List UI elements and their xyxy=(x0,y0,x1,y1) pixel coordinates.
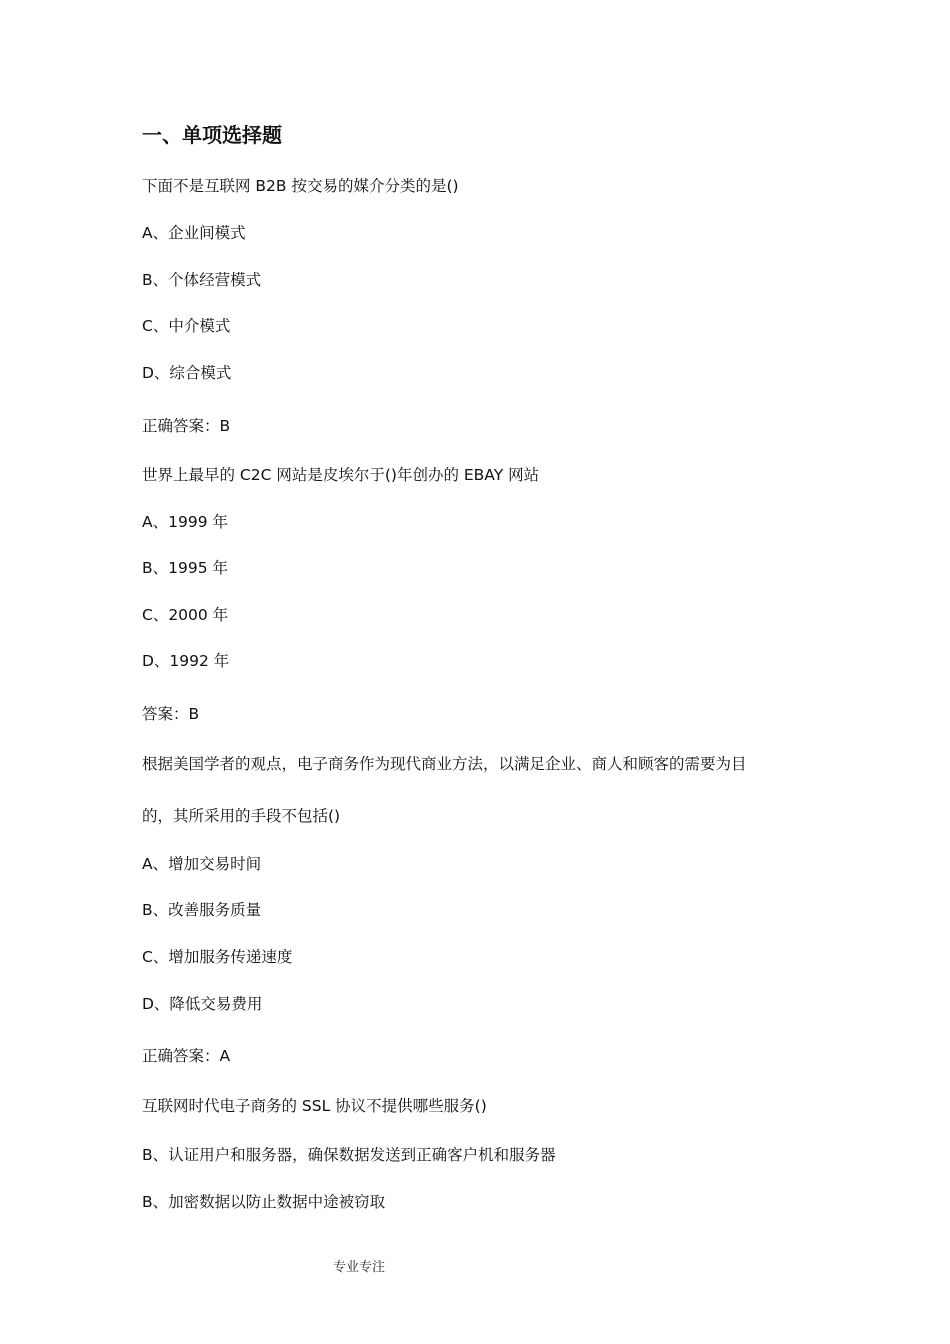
question-1-option-b: B、个体经营模式 xyxy=(142,271,262,289)
question-3-text-line-1: 根据美国学者的观点，电子商务作为现代商业方法，以满足企业、商人和顾客的需要为目 xyxy=(142,755,747,773)
question-1-text: 下面不是互联网 B2B 按交易的媒介分类的是() xyxy=(142,177,459,195)
question-3-option-c: C、增加服务传递速度 xyxy=(142,948,293,966)
question-1-option-d: D、综合模式 xyxy=(142,364,232,382)
question-4-text: 互联网时代电子商务的 SSL 协议不提供哪些服务() xyxy=(142,1097,487,1115)
question-2-text: 世界上最早的 C2C 网站是皮埃尔于()年创办的 EBAY 网站 xyxy=(142,466,540,484)
page-footer: 专业专注 xyxy=(333,1260,386,1275)
question-3-option-a: A、增加交易时间 xyxy=(142,855,262,873)
question-4-option-2: B、加密数据以防止数据中途被窃取 xyxy=(142,1193,386,1211)
question-2-option-d: D、1992 年 xyxy=(142,652,230,670)
question-3-answer: 正确答案：A xyxy=(142,1047,231,1065)
question-1-answer: 正确答案：B xyxy=(142,417,231,435)
question-1-option-c: C、中介模式 xyxy=(142,317,231,335)
question-1-option-a: A、企业间模式 xyxy=(142,224,246,242)
question-3-option-d: D、降低交易费用 xyxy=(142,995,263,1013)
question-3-text-line-2: 的，其所采用的手段不包括() xyxy=(142,807,341,825)
section-title: 一、单项选择题 xyxy=(142,123,282,147)
question-2-option-a: A、1999 年 xyxy=(142,513,228,531)
question-4-option-1: B、认证用户和服务器，确保数据发送到正确客户机和服务器 xyxy=(142,1146,556,1164)
question-2-answer: 答案：B xyxy=(142,705,200,723)
question-3-option-b: B、改善服务质量 xyxy=(142,901,262,919)
question-2-option-c: C、2000 年 xyxy=(142,606,229,624)
question-2-option-b: B、1995 年 xyxy=(142,559,229,577)
